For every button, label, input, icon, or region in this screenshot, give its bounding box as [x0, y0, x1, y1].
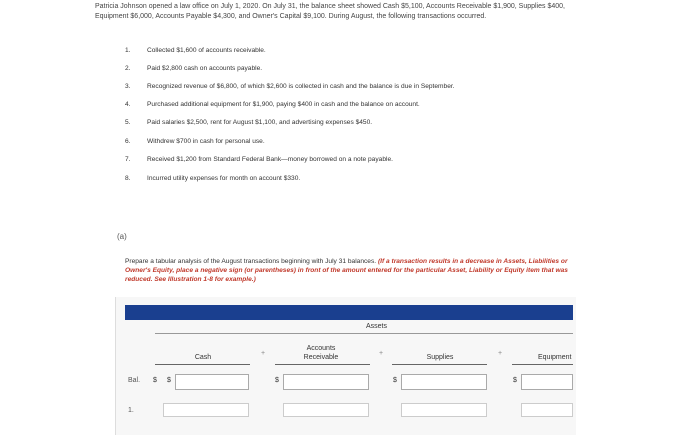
transaction-number: 8. [125, 175, 131, 182]
transaction-item [125, 119, 545, 129]
transaction-text: Purchased additional equipment for $1,900, paying $400 in cash and the balance on account. [147, 101, 420, 108]
bal-equipment-input[interactable] [521, 374, 573, 390]
transaction-text: Recognized revenue of $6,800, of which $2,600 is collected in cash and the balance is due in September. [147, 83, 455, 90]
currency-symbol: $ [513, 377, 517, 384]
column-header-accounts-receivable: Accounts Receivable [303, 345, 339, 361]
transaction-item [125, 65, 545, 75]
assets-group-header: Assets [366, 323, 388, 330]
currency-symbol: $ [167, 377, 171, 384]
t1-equipment-input[interactable] [521, 403, 573, 417]
column-header-cash: Cash [194, 354, 212, 361]
problem-intro: Patricia Johnson opened a law office on July 1, 2020. On July 31, the balance sheet showed Cash $5,100, Accounts Receivable $1,900, Supplies $400, Equipment $6,000, Accounts Payable $4,300, and Owner's Capital $9,100. During August, the following transactions occurred. [95, 3, 565, 20]
transaction-item [125, 156, 545, 166]
transaction-text: Received $1,200 from Standard Federal Bank—money borrowed on a note payable. [147, 156, 393, 163]
bal-accounts-receivable-input[interactable] [283, 374, 369, 390]
row-label-transaction-1: 1. [128, 407, 134, 414]
part-label: (a) [117, 232, 127, 241]
transaction-item [125, 83, 545, 93]
plus-sign: + [498, 350, 503, 357]
currency-symbol: $ [275, 377, 279, 384]
transaction-text: Paid $2,800 cash on accounts payable. [147, 65, 263, 72]
bal-cash-input[interactable] [175, 374, 249, 390]
transaction-number: 4. [125, 101, 131, 108]
transaction-item [125, 175, 545, 185]
transaction-number: 7. [125, 156, 131, 163]
assets-divider [155, 333, 573, 334]
transaction-number: 2. [125, 65, 131, 72]
t1-supplies-input[interactable] [401, 403, 487, 417]
table-header-bar [125, 305, 573, 320]
transaction-item [125, 138, 545, 148]
transaction-text: Paid salaries $2,500, rent for August $1,100, and advertising expenses $450. [147, 119, 373, 126]
column-rule [275, 364, 370, 365]
currency-symbol: $ [153, 377, 157, 384]
transaction-number: 3. [125, 83, 131, 90]
bal-supplies-input[interactable] [401, 374, 487, 390]
transaction-number: 6. [125, 138, 131, 145]
column-rule [512, 364, 573, 365]
row-label-balance: Bal. [128, 377, 141, 384]
instruction-emphasis: (If a transaction results in a decrease in Assets, Liabilities or Owner's Equity, place a negative sign (or parentheses) in front of the amount entered for the particular Asset, Liability or Equity item that was reduced. See Illustration 1-8 for example.) [125, 258, 568, 283]
plus-sign: + [379, 350, 384, 357]
column-rule [392, 364, 487, 365]
transaction-item [125, 101, 545, 111]
part-instructions [125, 257, 573, 284]
transaction-text: Withdrew $700 in cash for personal use. [147, 138, 265, 145]
transaction-text: Incurred utility expenses for month on account $330. [147, 175, 301, 182]
column-header-supplies: Supplies [426, 354, 454, 361]
column-rule [155, 364, 250, 365]
transaction-item [125, 47, 545, 57]
currency-symbol: $ [393, 377, 397, 384]
instruction-text: Prepare a tabular analysis of the August transactions beginning with July 31 balances. [125, 258, 377, 265]
transaction-text: Collected $1,600 of accounts receivable. [147, 47, 266, 54]
column-header-equipment: Equipment [538, 354, 572, 361]
transaction-number: 5. [125, 119, 131, 126]
t1-accounts-receivable-input[interactable] [283, 403, 369, 417]
plus-sign: + [261, 350, 266, 357]
transaction-number: 1. [125, 47, 131, 54]
t1-cash-input[interactable] [163, 403, 249, 417]
